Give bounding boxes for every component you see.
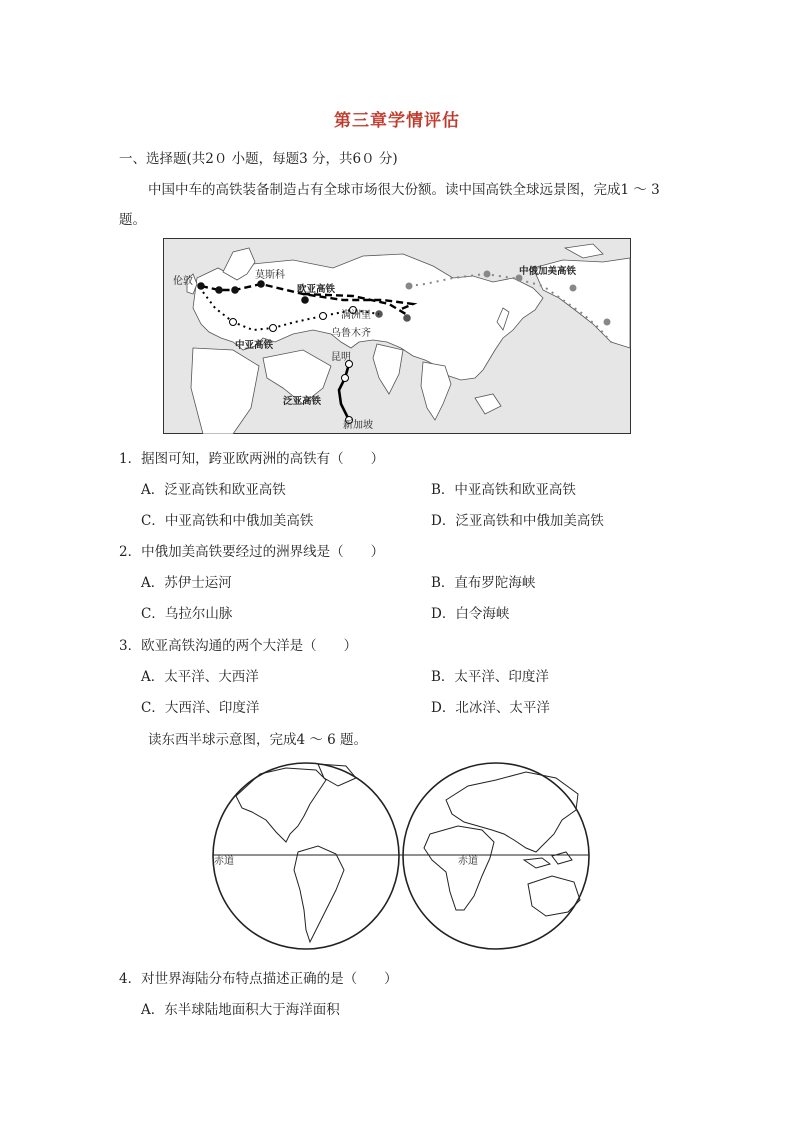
hemispheres-map [206, 760, 596, 954]
question-3-option-a[interactable]: A．太平洋、大西洋 [141, 669, 259, 685]
question-2-option-d[interactable]: D．白令海峡 [431, 606, 510, 622]
equator-label-east: 赤道 [458, 856, 478, 867]
label-kunming: 昆明 [331, 352, 351, 363]
question-2-stem: 2．中俄加美高铁要经过的洲界线是（ ） [119, 544, 385, 560]
label-crca-hsr: 中俄加美高铁 [519, 266, 577, 277]
label-london: 伦敦 [173, 276, 193, 287]
question-3-option-c[interactable]: C．大西洋、印度洋 [141, 700, 260, 716]
eastern-hemisphere [403, 763, 589, 949]
equator-label-west: 赤道 [214, 856, 234, 867]
page-title: 第三章学情评估 [334, 111, 460, 131]
question-1-option-b[interactable]: B．中亚高铁和欧亚高铁 [431, 482, 576, 498]
label-eurasia-hsr: 欧亚高铁 [297, 284, 336, 295]
question-3-stem: 3．欧亚高铁沟通的两个大洋是（ ） [119, 638, 358, 654]
intro-line-1: 中国中车的高铁装备制造占有全球市场很大份额。读中国高铁全球远景图，完成1 ～ 3 [148, 182, 660, 198]
label-urumqi: 乌鲁木齐 [331, 328, 371, 339]
question-1-option-a[interactable]: A．泛亚高铁和欧亚高铁 [141, 482, 286, 498]
question-4-option-a[interactable]: A．东半球陆地面积大于海洋面积 [141, 1002, 340, 1018]
intro-line-2: 题。 [119, 212, 146, 228]
question-1-stem: 1．据图可知，跨亚欧两洲的高铁有（ ） [119, 451, 385, 467]
label-singapore: 新加坡 [343, 420, 373, 431]
question-3-option-b[interactable]: B．太平洋、印度洋 [431, 669, 549, 685]
label-manzhouli: 满洲里 [341, 310, 371, 321]
label-central-asia-hsr: 中亚高铁 [235, 340, 274, 351]
label-pan-asia-hsr: 泛亚高铁 [283, 396, 322, 407]
question-2-option-c[interactable]: C．乌拉尔山脉 [141, 606, 233, 622]
intro-hemispheres: 读东西半球示意图，完成4 ～ 6 题。 [148, 732, 368, 748]
rail-world-map [163, 238, 631, 434]
question-3-option-d[interactable]: D．北冰洋、太平洋 [431, 700, 550, 716]
question-1-option-d[interactable]: D．泛亚高铁和中俄加美高铁 [431, 513, 604, 529]
question-2-option-a[interactable]: A．苏伊士运河 [141, 575, 232, 591]
question-2-option-b[interactable]: B．直布罗陀海峡 [431, 575, 536, 591]
section-heading: 一、选择题(共2０ 小题，每题3 分，共6０ 分) [119, 151, 398, 167]
label-moscow: 莫斯科 [255, 270, 285, 281]
question-4-stem: 4．对世界海陆分布特点描述正确的是（ ） [119, 971, 398, 987]
question-1-option-c[interactable]: C．中亚高铁和中俄加美高铁 [141, 513, 314, 529]
